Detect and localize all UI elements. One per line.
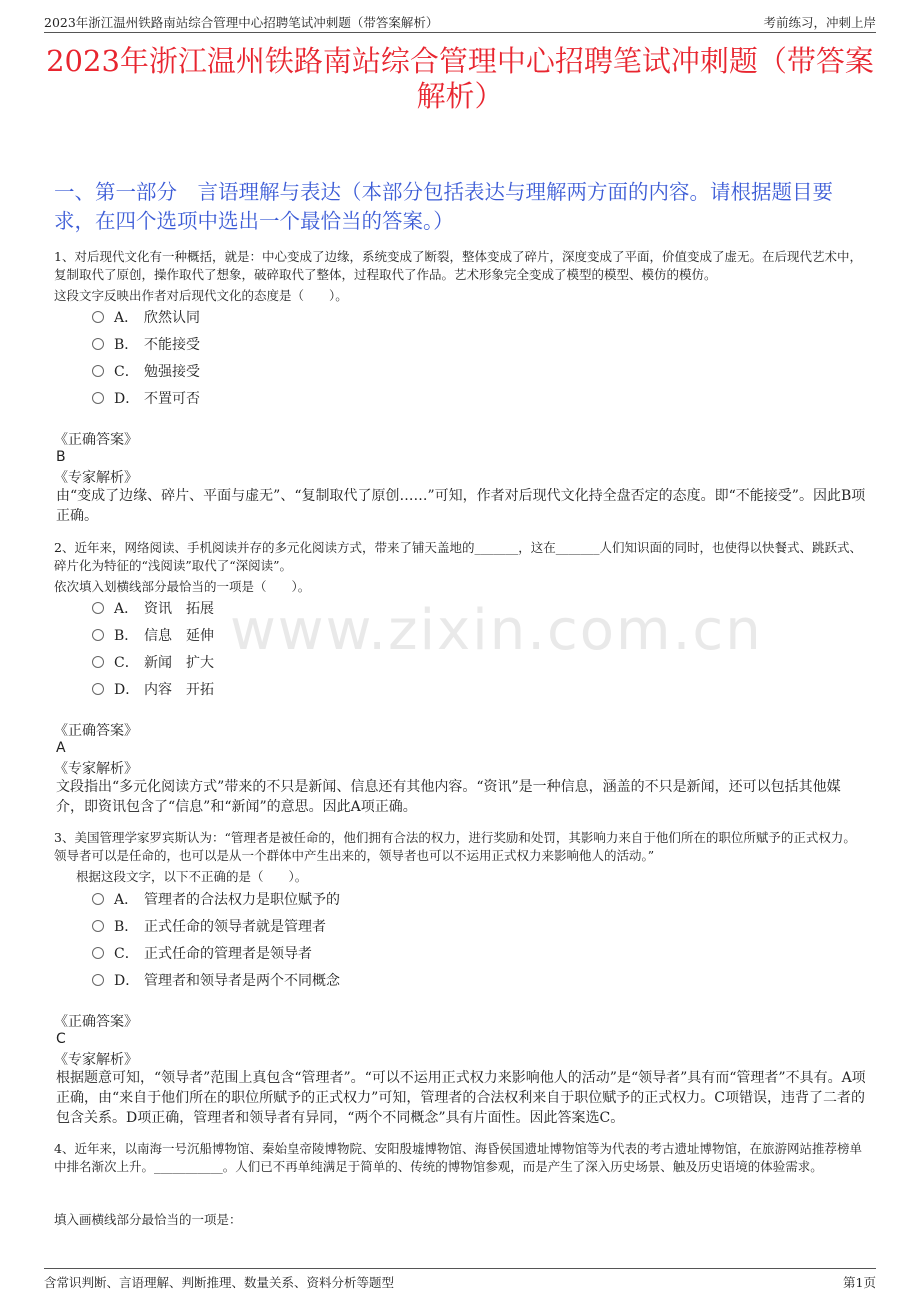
question-3-answer: C xyxy=(56,1031,66,1047)
radio-icon[interactable] xyxy=(92,338,104,350)
question-2-prompt: 依次填入划横线部分最恰当的一项是（ ）。 xyxy=(54,579,311,594)
question-2-analysis: 文段指出“多元化阅读方式”带来的不只是新闻、信息还有其他内容。“资讯”是一种信息，涵盖的不只是新闻，还可以包括其他媒介，即资讯包含了“信息”和“新闻”的意思。因此A项正确。 xyxy=(56,779,841,815)
question-2-analysis-label: 《专家解析》 xyxy=(54,761,138,777)
question-2-option-c[interactable]: C． 新闻 扩大 xyxy=(92,653,214,673)
question-2-option-a[interactable]: A． 资讯 拓展 xyxy=(92,599,214,619)
section-heading: 一、第一部分 言语理解与表达（本部分包括表达与理解两方面的内容。请根据题目要求，在四个选项中选出一个最恰当的答案。） xyxy=(54,180,833,233)
document-title: 2023年浙江温州铁路南站综合管理中心招聘笔试冲刺题（带答案解析） xyxy=(46,44,874,113)
question-3-option-b[interactable]: B． 正式任命的领导者就是管理者 xyxy=(92,917,326,937)
question-3-prompt: 根据这段文字，以下不正确的是（ ）。 xyxy=(76,869,308,884)
question-2-option-d[interactable]: D． 内容 开拓 xyxy=(92,680,214,700)
question-1-answer-label: 《正确答案》 xyxy=(54,432,138,448)
radio-icon[interactable] xyxy=(92,656,104,668)
question-4-stem: 4、近年来，以南海一号沉船博物馆、秦始皇帝陵博物院、安阳殷墟博物馆、海昏侯国遗址博物馆等为代表的考古遗址博物馆，在旅游网站推荐榜单中排名渐次上升。___________。人们已不再单纯满足于简单的、传统的博物馆参观，而是产生了深入历史场景、触及历史语境的体验需求。 xyxy=(54,1141,862,1174)
radio-icon[interactable] xyxy=(92,629,104,641)
header-slogan: 考前练习，冲刺上岸 xyxy=(763,15,876,30)
radio-icon[interactable] xyxy=(92,947,104,959)
radio-icon[interactable] xyxy=(92,365,104,377)
radio-icon[interactable] xyxy=(92,683,104,695)
question-2-answer: A xyxy=(56,740,66,756)
radio-icon[interactable] xyxy=(92,602,104,614)
question-1-option-a[interactable]: A． 欣然认同 xyxy=(92,308,200,328)
question-1-option-b[interactable]: B． 不能接受 xyxy=(92,335,200,355)
question-3-option-d[interactable]: D． 管理者和领导者是两个不同概念 xyxy=(92,971,340,991)
radio-icon[interactable] xyxy=(92,392,104,404)
question-1-analysis-label: 《专家解析》 xyxy=(54,470,138,486)
question-1-answer: B xyxy=(56,449,66,465)
question-1-prompt: 这段文字反映出作者对后现代文化的态度是（ ）。 xyxy=(54,288,348,303)
radio-icon[interactable] xyxy=(92,974,104,986)
question-1-analysis: 由“变成了边缘、碎片、平面与虚无”、“复制取代了原创……”可知，作者对后现代文化持全盘否定的态度。即“不能接受”。因此B项正确。 xyxy=(56,488,866,524)
question-3-stem: 3、美国管理学家罗宾斯认为：“管理者是被任命的，他们拥有合法的权力，进行奖励和处罚，其影响力来自于他们所在的职位所赋予的正式权力。领导者可以是任命的，也可以是从一个群体中产生出来的，领导者也可以不运用正式权力来影响他人的活动。” xyxy=(54,830,856,863)
question-1-option-c[interactable]: C． 勉强接受 xyxy=(92,362,200,382)
question-3-answer-label: 《正确答案》 xyxy=(54,1014,138,1030)
header-doc-title: 2023年浙江温州铁路南站综合管理中心招聘笔试冲刺题（带答案解析） xyxy=(44,15,439,30)
question-2-stem: 2、近年来，网络阅读、手机阅读并存的多元化阅读方式，带来了铺天盖地的_______，这在_______人们知识面的同时，也使得以快餐式、跳跃式、碎片化为特征的“浅阅读”取代了“深阅读”。 xyxy=(54,540,862,573)
page-header xyxy=(44,12,876,33)
question-1-option-d[interactable]: D． 不置可否 xyxy=(92,389,200,409)
question-3-option-c[interactable]: C． 正式任命的管理者是领导者 xyxy=(92,944,312,964)
question-2-option-b[interactable]: B． 信息 延伸 xyxy=(92,626,214,646)
question-3-analysis: 根据题意可知，“领导者”范围上真包含“管理者”。“可以不运用正式权力来影响他人的活动”是“领导者”具有而“管理者”不具有。A项正确，由“来自于他们所在的职位所赋予的正式权力”可知，管理者的合法权利来自于职位赋予的正式权力。C项错误，违背了二者的包含关系。D项正确，管理者和领导者有异同，“两个不同概念”具有片面性。因此答案选C。 xyxy=(56,1070,866,1126)
watermark: www.zixin.com.cn xyxy=(230,598,763,663)
question-3-analysis-label: 《专家解析》 xyxy=(54,1052,138,1068)
page-number: 第1页 xyxy=(843,1275,876,1290)
radio-icon[interactable] xyxy=(92,893,104,905)
radio-icon[interactable] xyxy=(92,311,104,323)
question-3-option-a[interactable]: A． 管理者的合法权力是职位赋予的 xyxy=(92,890,340,910)
question-4-prompt: 填入画横线部分最恰当的一项是： xyxy=(54,1212,242,1227)
page-footer xyxy=(44,1268,876,1293)
question-1-stem: 1、对后现代文化有一种概括，就是：中心变成了边缘，系统变成了断裂，整体变成了碎片，深度变成了平面，价值变成了虚无。在后现代艺术中，复制取代了原创，操作取代了想象，破碎取代了整体，过程取代了作品。艺术形象完全变成了模型的模型、模仿的模仿。 xyxy=(54,249,862,282)
question-2-answer-label: 《正确答案》 xyxy=(54,723,138,739)
radio-icon[interactable] xyxy=(92,920,104,932)
footer-topics: 含常识判断、言语理解、判断推理、数量关系、资料分析等题型 xyxy=(44,1275,395,1290)
